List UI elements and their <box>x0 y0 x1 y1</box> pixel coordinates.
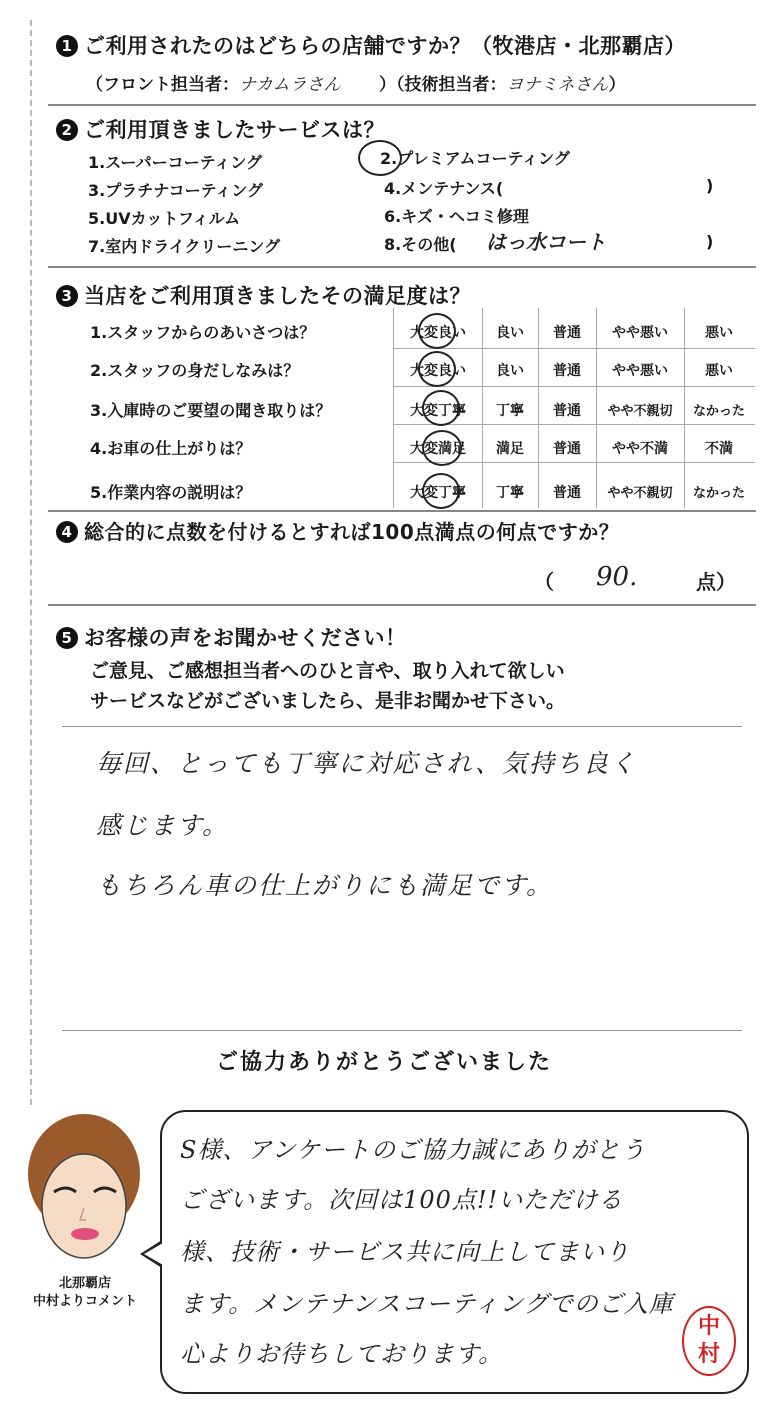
q3-question <box>56 280 471 310</box>
rating-question: 4.お車の仕上がりは？ <box>90 439 252 458</box>
q5-instruction-line: サービスなどがございましたら、是非お聞かせ下さい。 <box>90 690 566 712</box>
selected-circle-mark <box>422 390 460 426</box>
q1-number-badge: 1 <box>56 35 78 57</box>
rating-option: 不満 <box>705 441 733 457</box>
service-option: 4.メンテナンス( <box>384 179 504 198</box>
staff-store-label: 北那覇店 <box>58 1276 111 1291</box>
rating-option: やや悪い <box>612 325 668 341</box>
rating-option: なかった <box>692 404 745 419</box>
service-option: 6.キズ・ヘコミ修理 <box>384 207 529 226</box>
service-option: 5.UVカットフィルム <box>88 209 241 228</box>
selected-circle-mark <box>358 140 402 176</box>
rating-option: 普通 <box>553 325 581 341</box>
table-line <box>393 348 755 349</box>
table-line <box>538 308 539 508</box>
rating-option: 良い <box>496 325 524 341</box>
rating-option: 普通 <box>553 363 581 379</box>
rating-question: 3.入庫時のご要望の聞き取りは？ <box>90 401 332 420</box>
rating-option: 大変良い <box>410 325 466 341</box>
rating-option: 丁寧 <box>496 485 524 501</box>
table-line <box>482 308 483 508</box>
tech-staff-label: （技術担当者： <box>396 75 507 95</box>
staff-reply-line: ございます。次回は100点!!いただける <box>180 1186 624 1214</box>
rating-option: 丁寧 <box>496 403 524 419</box>
q4-score-value: 90. <box>596 562 638 592</box>
rating-option: 普通 <box>553 485 581 501</box>
selected-circle-mark <box>422 430 462 466</box>
face-icon <box>42 1154 126 1258</box>
staff-reply-line: S様、アンケートのご協力誠にありがとう <box>180 1136 647 1164</box>
front-staff-value: ナカムラさん <box>239 75 341 95</box>
q3-number-badge: 3 <box>56 285 78 307</box>
selected-circle-mark <box>418 351 456 387</box>
q5-number-badge: 5 <box>56 627 78 649</box>
q3-question-text: 当店をご利用頂きましたその満足度は？ <box>84 284 471 308</box>
service-option: 8.その他( <box>384 235 457 254</box>
divider <box>48 104 756 106</box>
q5-question <box>56 622 407 652</box>
q4-question <box>56 516 619 545</box>
staff-reply-line: 様、技術・サービス共に向上してまいり <box>180 1238 630 1266</box>
q1-question <box>56 30 686 60</box>
q1-question-text: ご利用されたのはどちらの店舗ですか？（牧港店・北那覇店） <box>84 34 686 58</box>
front-staff-label: （フロント担当者： <box>86 75 239 95</box>
q5-instruction-line: ご意見、ご感想担当者へのひと言や、取り入れて欲しい <box>90 660 565 682</box>
stamp-char: 村 <box>697 1342 720 1367</box>
q4-unit: 点） <box>696 570 736 594</box>
service-option: 3.プラチナコーティング <box>88 181 263 200</box>
rating-option: 大変満足 <box>410 441 466 457</box>
rating-question: 2.スタッフの身だしなみは？ <box>90 361 300 380</box>
rating-option: やや不満 <box>612 441 668 457</box>
table-line <box>684 308 685 508</box>
thanks-message: ご協力ありがとうございました <box>215 1050 552 1075</box>
rating-option: 普通 <box>553 403 581 419</box>
staff-comment-label: 中村よりコメント <box>32 1294 137 1309</box>
rating-option: 悪い <box>705 325 733 341</box>
divider <box>62 726 742 727</box>
stamp-char: 中 <box>697 1314 720 1339</box>
rating-option: 満足 <box>496 441 524 457</box>
rating-option: 普通 <box>553 441 581 457</box>
service-option: 2.プレミアムコーティング <box>380 149 570 168</box>
selected-circle-mark <box>422 473 460 509</box>
staff-reply-line: 心よりお待ちしております。 <box>180 1340 504 1368</box>
rating-option: 大変丁寧 <box>410 485 466 501</box>
customer-comment-line: 毎回、とっても丁寧に対応され、気持ち良く <box>96 749 638 778</box>
divider <box>48 510 756 512</box>
rating-option: 大変丁寧 <box>410 403 466 419</box>
q2-number-badge: 2 <box>56 119 78 141</box>
rating-option: なかった <box>692 486 745 501</box>
q5-question-text: お客様の声をお聞かせください！ <box>84 626 407 650</box>
rating-option: 大変良い <box>410 363 466 379</box>
divider <box>48 266 756 268</box>
lips-icon <box>71 1228 99 1240</box>
service-option: 1.スーパーコーティング <box>88 153 263 172</box>
customer-comment-line: 感じます。 <box>96 811 230 840</box>
table-line <box>393 386 755 387</box>
tech-staff-close: ） <box>608 75 626 95</box>
name-stamp <box>682 1306 736 1376</box>
table-line <box>393 308 394 508</box>
divider <box>62 1030 742 1031</box>
customer-comment-line: もちろん車の仕上がりにも満足です。 <box>96 871 554 900</box>
binding-line <box>30 20 32 1105</box>
q1-staff-line <box>86 70 626 95</box>
front-staff-close: ） <box>379 75 396 95</box>
q4-open-paren: （ <box>534 570 554 594</box>
rating-option: やや悪い <box>612 363 668 379</box>
q2-question-text: ご利用頂きましたサービスは？ <box>84 118 385 142</box>
bubble-tail-inner <box>144 1243 163 1265</box>
rating-question: 5.作業内容の説明は？ <box>90 483 252 502</box>
table-line <box>596 308 597 508</box>
rating-option: 良い <box>496 363 524 379</box>
q4-question-text: 総合的に点数を付けるとすれば100点満点の何点ですか？ <box>84 520 620 544</box>
q2-question <box>56 114 385 144</box>
staff-reply-line: ます。メンテナンスコーティングでのご入庫 <box>180 1290 674 1318</box>
service-paren-close: ) <box>706 176 714 195</box>
selected-circle-mark <box>418 313 456 349</box>
rating-option: やや不親切 <box>607 486 673 501</box>
rating-option: 悪い <box>705 363 733 379</box>
tech-staff-value: ヨナミネさん <box>506 75 609 95</box>
q4-number-badge: 4 <box>56 521 78 543</box>
rating-option: やや不親切 <box>607 404 673 419</box>
staff-avatar <box>14 1104 154 1270</box>
rating-question: 1.スタッフからのあいさつは？ <box>90 323 316 342</box>
service-other-value: はっ水コート <box>486 230 606 254</box>
service-option: 7.室内ドライクリーニング <box>88 237 281 256</box>
service-paren-close: ) <box>706 232 714 251</box>
divider <box>48 604 756 606</box>
